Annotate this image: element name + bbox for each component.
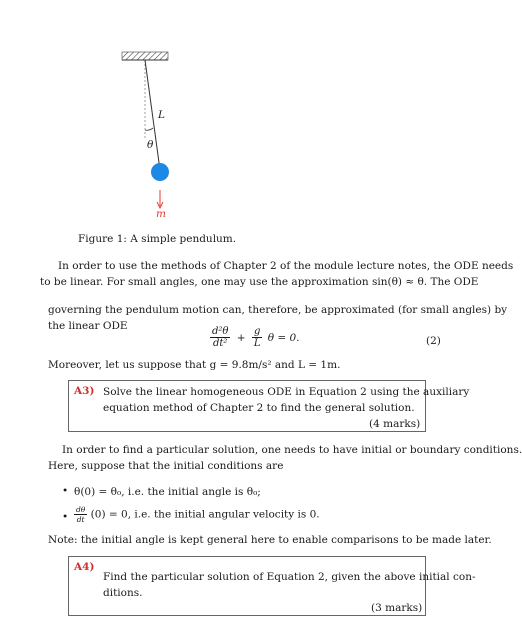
question-a4-marks: (3 marks) [371, 602, 423, 614]
initial-condition-2-text: (0) = 0, i.e. the initial angular velocity is 0. [90, 508, 320, 521]
ceiling-support [122, 52, 168, 60]
second-derivative-fraction: $\frac{\text{d²θ}}{\text{dt²}}$ [212, 326, 229, 349]
mass-label: m [156, 208, 166, 220]
moreover-sentence: Moreover, let us suppose that g = 9.8m/s² and L = 1m. [48, 359, 341, 371]
paragraph-3-line-2: Here, suppose that the initial conditions are [48, 460, 284, 472]
equation-tail: θ = 0. [267, 331, 300, 344]
initial-condition-1: θ(0) = θ₀, i.e. the initial angle is θ₀; [74, 486, 261, 498]
angle-label: θ [147, 139, 154, 151]
question-a4-line-1: Find the particular solution of Equation 2, given the above initial con- [103, 571, 476, 583]
question-a3-marks: (4 marks) [369, 418, 421, 430]
note-sentence: Note: the initial angle is kept general here to enable comparisons to be made later. [48, 534, 492, 546]
g-over-l-fraction: $\frac{g}{L}$ [253, 326, 261, 349]
paragraph-2-line-2: the linear ODE [48, 320, 128, 332]
angle-arc [145, 128, 153, 130]
paragraph-1-line-1: In order to use the methods of Chapter 2 of the module lecture notes, the ODE needs [58, 260, 514, 272]
plus-sign: + [236, 331, 246, 344]
question-a4-label: A4) [74, 561, 95, 573]
angular-velocity-fraction: $\frac{d\theta}{dt}$ [76, 505, 86, 524]
pendulum-bob [151, 163, 169, 181]
paragraph-3-line-1: In order to find a particular solution, one needs to have initial or boundary conditions. [62, 444, 522, 456]
pendulum-figure [100, 40, 230, 230]
length-label: L [158, 109, 165, 121]
question-a3-line-1: Solve the linear homogeneous ODE in Equation 2 using the auxiliary [103, 386, 470, 398]
equation-number: (2) [426, 335, 441, 347]
question-a3-line-2: equation method of Chapter 2 to find the general solution. [103, 402, 415, 414]
bullet-2: • [62, 511, 69, 523]
initial-condition-2 [74, 505, 320, 524]
bullet-1: • [62, 485, 69, 497]
paragraph-2-line-1: governing the pendulum motion can, therefore, be approximated (for small angles) by [48, 304, 508, 316]
paragraph-1-line-2: to be linear. For small angles, one may use the approximation sin(θ) ≈ θ. The ODE [40, 276, 479, 288]
question-a3-label: A3) [74, 385, 95, 397]
equation-2 [210, 326, 300, 349]
question-a4-line-2: ditions. [103, 587, 143, 599]
figure-caption: Figure 1: A simple pendulum. [78, 233, 237, 245]
